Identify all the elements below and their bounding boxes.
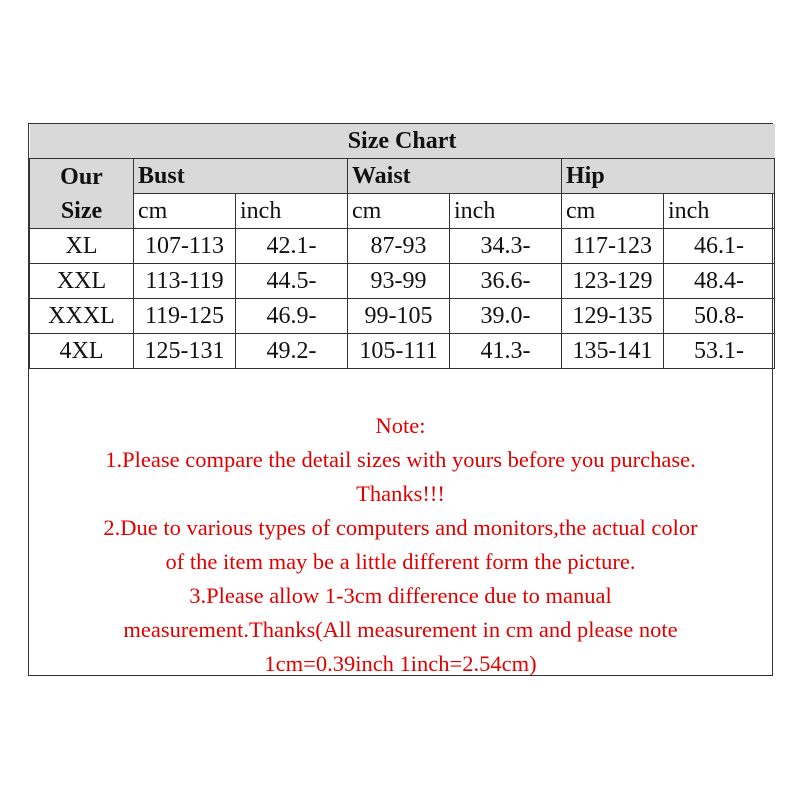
size-chart-frame (28, 123, 773, 676)
chart-title: Size Chart (30, 124, 775, 159)
table-cell: 123-129 (562, 264, 664, 299)
note-line: 3.Please allow 1-3cm difference due to manual (189, 583, 612, 608)
unit-inch-bust: inch (236, 194, 348, 229)
table-cell: 125-131 (134, 334, 236, 369)
table-cell: 93-99 (348, 264, 450, 299)
table-row (30, 229, 775, 264)
table-cell: 42.1- (236, 229, 348, 264)
table-cell: 50.8- (664, 299, 775, 334)
note-line: 1cm=0.39inch 1inch=2.54cm) (264, 651, 537, 676)
table-cell: 119-125 (134, 299, 236, 334)
note-line: Thanks!!! (356, 481, 445, 506)
unit-inch-hip: inch (664, 194, 775, 229)
size-label: 4XL (30, 334, 134, 369)
table-row (30, 299, 775, 334)
table-cell: 36.6- (450, 264, 562, 299)
size-label: XL (30, 229, 134, 264)
table-cell: 87-93 (348, 229, 450, 264)
note-line: measurement.Thanks(All measurement in cm and please note (123, 617, 678, 642)
unit-cm-hip: cm (562, 194, 664, 229)
size-header-line2: Size (60, 197, 103, 224)
unit-cm-waist: cm (348, 194, 450, 229)
table-row (30, 264, 775, 299)
table-cell: 46.1- (664, 229, 775, 264)
table-cell: 41.3- (450, 334, 562, 369)
table-cell: 34.3- (450, 229, 562, 264)
table-cell: 105-111 (348, 334, 450, 369)
table-cell: 53.1- (664, 334, 775, 369)
table-cell: 48.4- (664, 264, 775, 299)
size-chart-table (29, 124, 775, 369)
table-cell: 135-141 (562, 334, 664, 369)
notes-section (29, 391, 772, 675)
hip-header: Hip (562, 159, 775, 194)
table-cell: 44.5- (236, 264, 348, 299)
table-cell: 107-113 (134, 229, 236, 264)
table-cell: 39.0- (450, 299, 562, 334)
table-cell: 49.2- (236, 334, 348, 369)
size-label: XXXL (30, 299, 134, 334)
table-cell: 129-135 (562, 299, 664, 334)
table-cell: 117-123 (562, 229, 664, 264)
table-cell: 46.9- (236, 299, 348, 334)
note-line: 2.Due to various types of computers and monitors,the actual color (103, 515, 698, 540)
table-cell: 113-119 (134, 264, 236, 299)
unit-inch-waist: inch (450, 194, 562, 229)
table-cell: 99-105 (348, 299, 450, 334)
size-header-line1: Our (60, 163, 103, 190)
note-heading: Note: (375, 413, 426, 438)
note-line: 1.Please compare the detail sizes with yours before you purchase. (105, 447, 696, 472)
bust-header: Bust (134, 159, 348, 194)
unit-cm-bust: cm (134, 194, 236, 229)
size-label: XXL (30, 264, 134, 299)
note-line: of the item may be a little different form the picture. (165, 549, 636, 574)
waist-header: Waist (348, 159, 562, 194)
table-row (30, 334, 775, 369)
size-column-header (30, 159, 134, 229)
